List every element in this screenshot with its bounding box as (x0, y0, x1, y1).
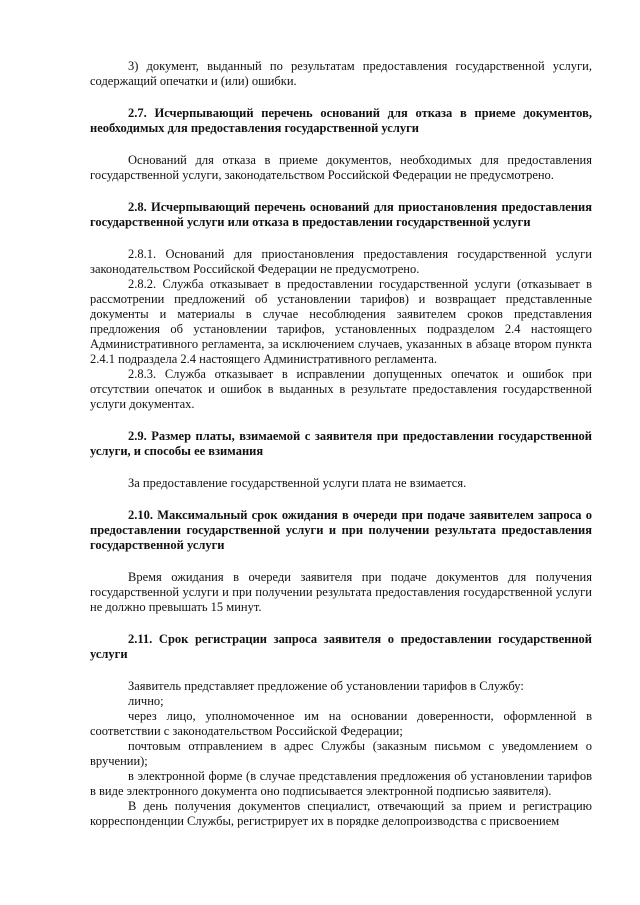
paragraph-2-10-text: Время ожидания в очереди заявителя при подаче документов для получения государственной услуги и при получении результата предоставления государственной услуги не должно превышать 15 минут. (90, 570, 592, 614)
paragraph-2-7-text: Оснований для отказа в приеме документов, необходимых для предоставления государственной услуги, законодательством Российской Федерации не предусмотрено. (90, 153, 592, 182)
paragraph-2-8-1: 2.8.1. Оснований для приостановления предоставления государственной услуги законодательством Российской Федерации не предусмотрено. (90, 247, 592, 276)
paragraph-3-document: 3) документ, выданный по результатам предоставления государственной услуги, содержащий опечатки и (или) ошибки. (90, 59, 592, 88)
paragraph-registration: В день получения документов специалист, отвечающий за прием и регистрацию корреспонденции Службы, регистрирует их в порядке делопроизводства с присвоением (90, 799, 592, 828)
paragraph-2-9-text: За предоставление государственной услуги плата не взимается. (128, 476, 467, 490)
heading-2-11: 2.11. Срок регистрации запроса заявителя о предоставлении государственной услуги (90, 632, 592, 661)
list-item-in-person: лично; (128, 694, 164, 708)
paragraph-2-8-2: 2.8.2. Служба отказывает в предоставлении государственной услуги (отказывает в рассмотрении предложений об установлении тарифов) и возвращает представленные документы и материалы в случае несоблюдения заявителем сроков представления предложения об установлении тарифов, установленных подразделом 2.4 настоящего Административного регламента, за исключением случаев, указанных в абзаце втором пункта 2.4.1 подраздела 2.4 настоящего Административного регламента. (90, 277, 592, 366)
list-item-by-post: почтовым отправлением в адрес Службы (заказным письмом с уведомлением о вручении); (90, 739, 592, 768)
paragraph-2-8-3: 2.8.3. Служба отказывает в исправлении допущенных опечаток и ошибок при отсутствии опечаток и ошибок в выданных в результате предоставления государственной услуги документах. (90, 367, 592, 411)
list-item-electronic: в электронной форме (в случае представления предложения об установлении тарифов в виде электронного документа оно подписывается электронной подписью заявителя). (90, 769, 592, 798)
heading-2-10: 2.10. Максимальный срок ожидания в очереди при подаче заявителем запроса о предоставлении государственной услуги и при получении результата предоставления государственной услуги (90, 508, 592, 552)
heading-2-8: 2.8. Исчерпывающий перечень оснований для приостановления предоставления государственной услуги или отказа в предоставлении государственной услуги (90, 200, 592, 229)
list-item-by-proxy: через лицо, уполномоченное им на основании доверенности, оформленной в соответствии с законодательством Российской Федерации; (90, 709, 592, 738)
paragraph-2-11-intro: Заявитель представляет предложение об установлении тарифов в Службу: (128, 679, 524, 693)
heading-2-9: 2.9. Размер платы, взимаемой с заявителя при предоставлении государственной услуги, и способы ее взимания (90, 429, 592, 458)
heading-2-7: 2.7. Исчерпывающий перечень оснований для отказа в приеме документов, необходимых для предоставления государственной услуги (90, 106, 592, 135)
